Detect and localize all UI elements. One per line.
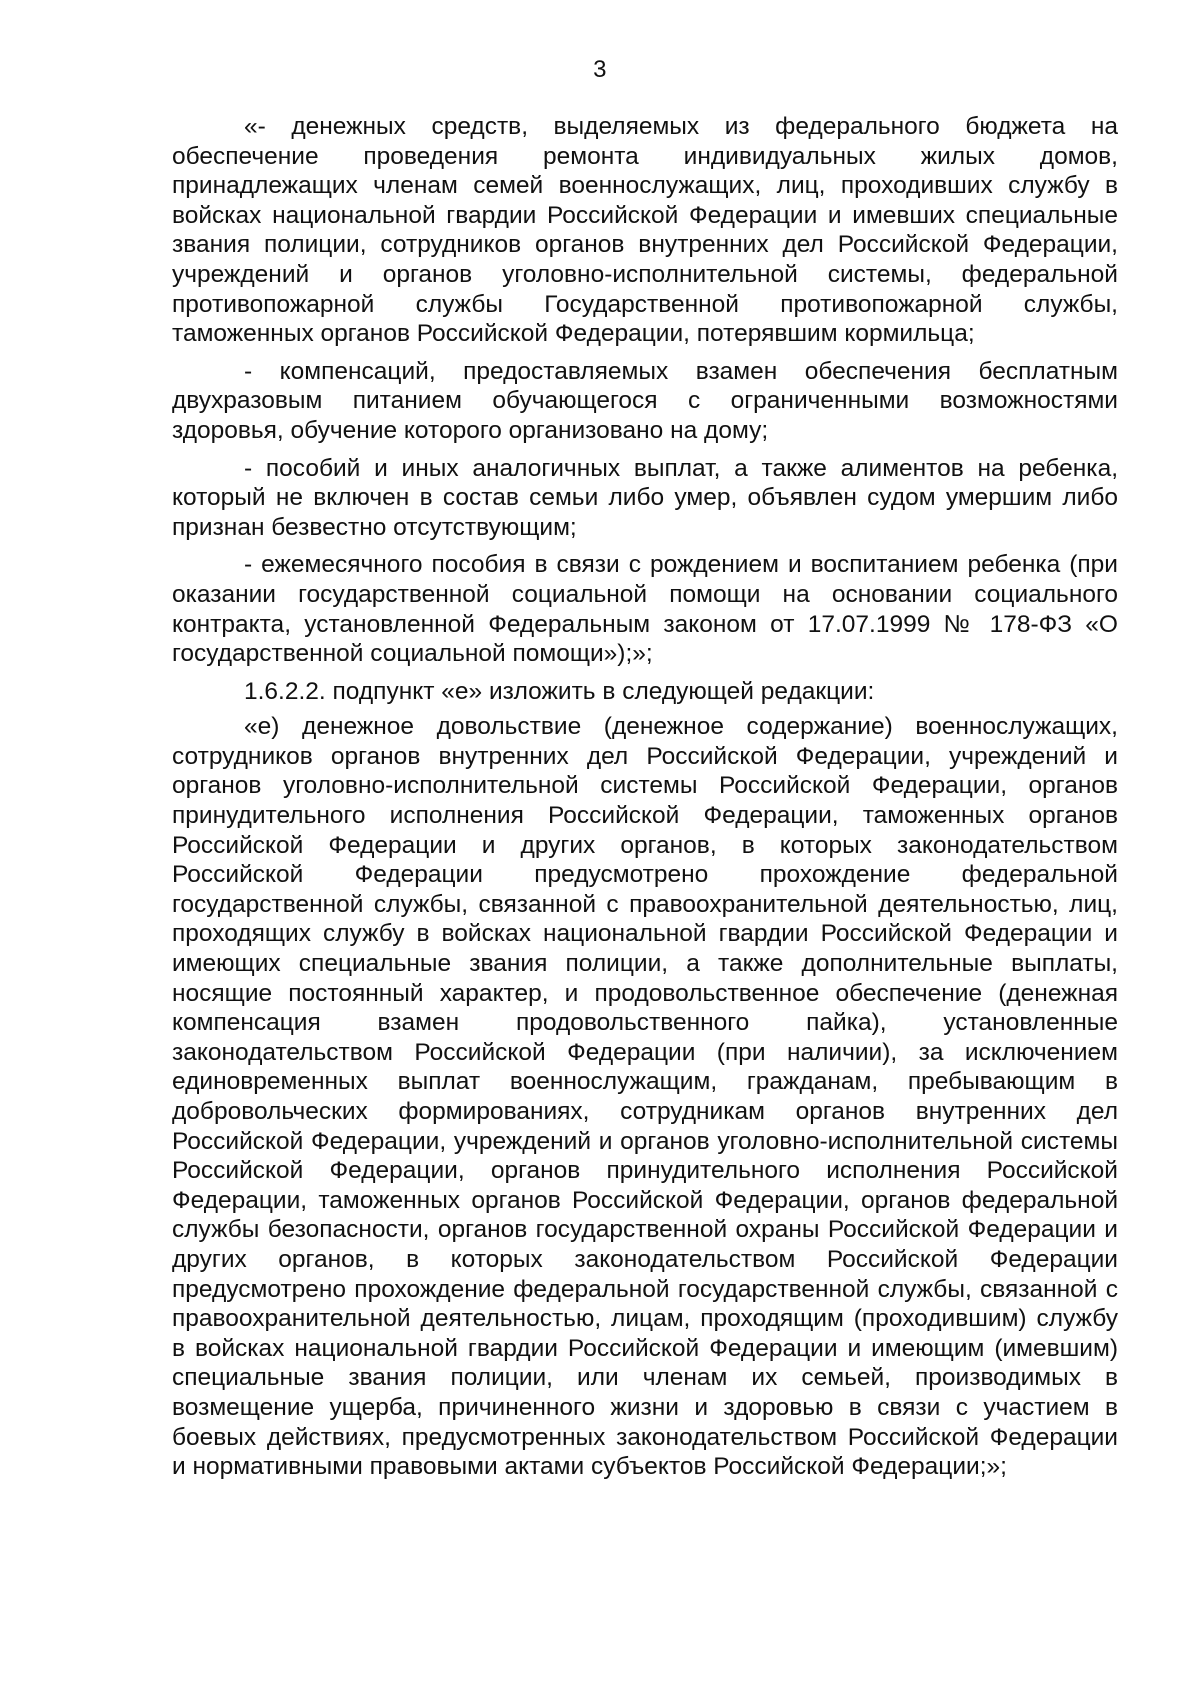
paragraph-allowances: - пособий и иных аналогичных выплат, а также алиментов на ребенка, который не включен в состав семьи либо умер, объявлен судом умершим либо признан безвестно отсутствующим;: [172, 454, 1118, 541]
page-number: 3: [593, 56, 607, 83]
paragraph-money-repair: «- денежных средств, выделяемых из федерального бюджета на обеспечение проведения ремонта индивидуальных жилых домов, принадлежащих членам семей военнослужащих, лиц, проходивших службу в войсках национальной гвардии Российской Федерации и имевших специальные звания полиции, сотрудников органов внутренних дел Российской Федерации, учреждений и органов уголовно-исполнительной системы, федеральной противопожарной службы Государственной противопожарной службы, таможенных органов Российской Федерации, потерявшим кормильца;: [172, 113, 1118, 348]
paragraph-compensations: - компенсаций, предоставляемых взамен обеспечения бесплатным двухразовым питанием обучающегося с ограниченными возможностями здоровья, обучение которого организовано на дому;: [172, 357, 1118, 444]
paragraph-subclause-heading: 1.6.2.2. подпункт «е» изложить в следующей редакции:: [244, 677, 875, 705]
document-body: [172, 112, 1118, 1482]
paragraph-monthly-allowance: - ежемесячного пособия в связи с рождением и воспитанием ребенка (при оказании государственной социальной помощи на основании социального контракта, установленной Федеральным законом от 17.07.1999 № 178-ФЗ «О государственной социальной помощи»);»;: [172, 551, 1118, 668]
paragraph-subclause-e: «е) денежное довольствие (денежное содержание) военнослужащих, сотрудников органов внутренних дел Российской Федерации, учреждений и органов уголовно-исполнительной системы Российской Федерации, органов принудительного исполнения Российской Федерации, таможенных органов Российской Федерации и других органов, в которых законодательством Российской Федерации предусмотрено прохождение федеральной государственной службы, связанной с правоохранительной деятельностью, лиц, проходящих службу в войсках национальной гвардии Российской Федерации и имеющих специальные звания полиции, а также дополнительные выплаты, носящие постоянный характер, и продовольственное обеспечение (денежная компенсация взамен продовольственного пайка), установленные законодательством Российской Федерации (при наличии), за исключением единовременных выплат военнослужащим, гражданам, пребывающим в добровольческих формированиях, сотрудникам органов внутренних дел Российской Федерации, учреждений и органов уголовно-исполнительной системы Российской Федерации, органов принудительного исполнения Российской Федерации, таможенных органов Российской Федерации, органов федеральной службы безопасности, органов государственной охраны Российской Федерации и других органов, в которых законодательством Российской Федерации предусмотрено прохождение федеральной государственной службы, связанной с правоохранительной деятельностью, лицам, проходящим (проходившим) службу в войсках национальной гвардии Российской Федерации и имеющим (имевшим) специальные звания полиции, или членам их семьей, производимых в возмещение ущерба, причиненного жизни и здоровью в связи с участием в боевых действиях, предусмотренных законодательством Российской Федерации и нормативными правовыми актами субъектов Российской Федерации;»;: [172, 713, 1118, 1481]
